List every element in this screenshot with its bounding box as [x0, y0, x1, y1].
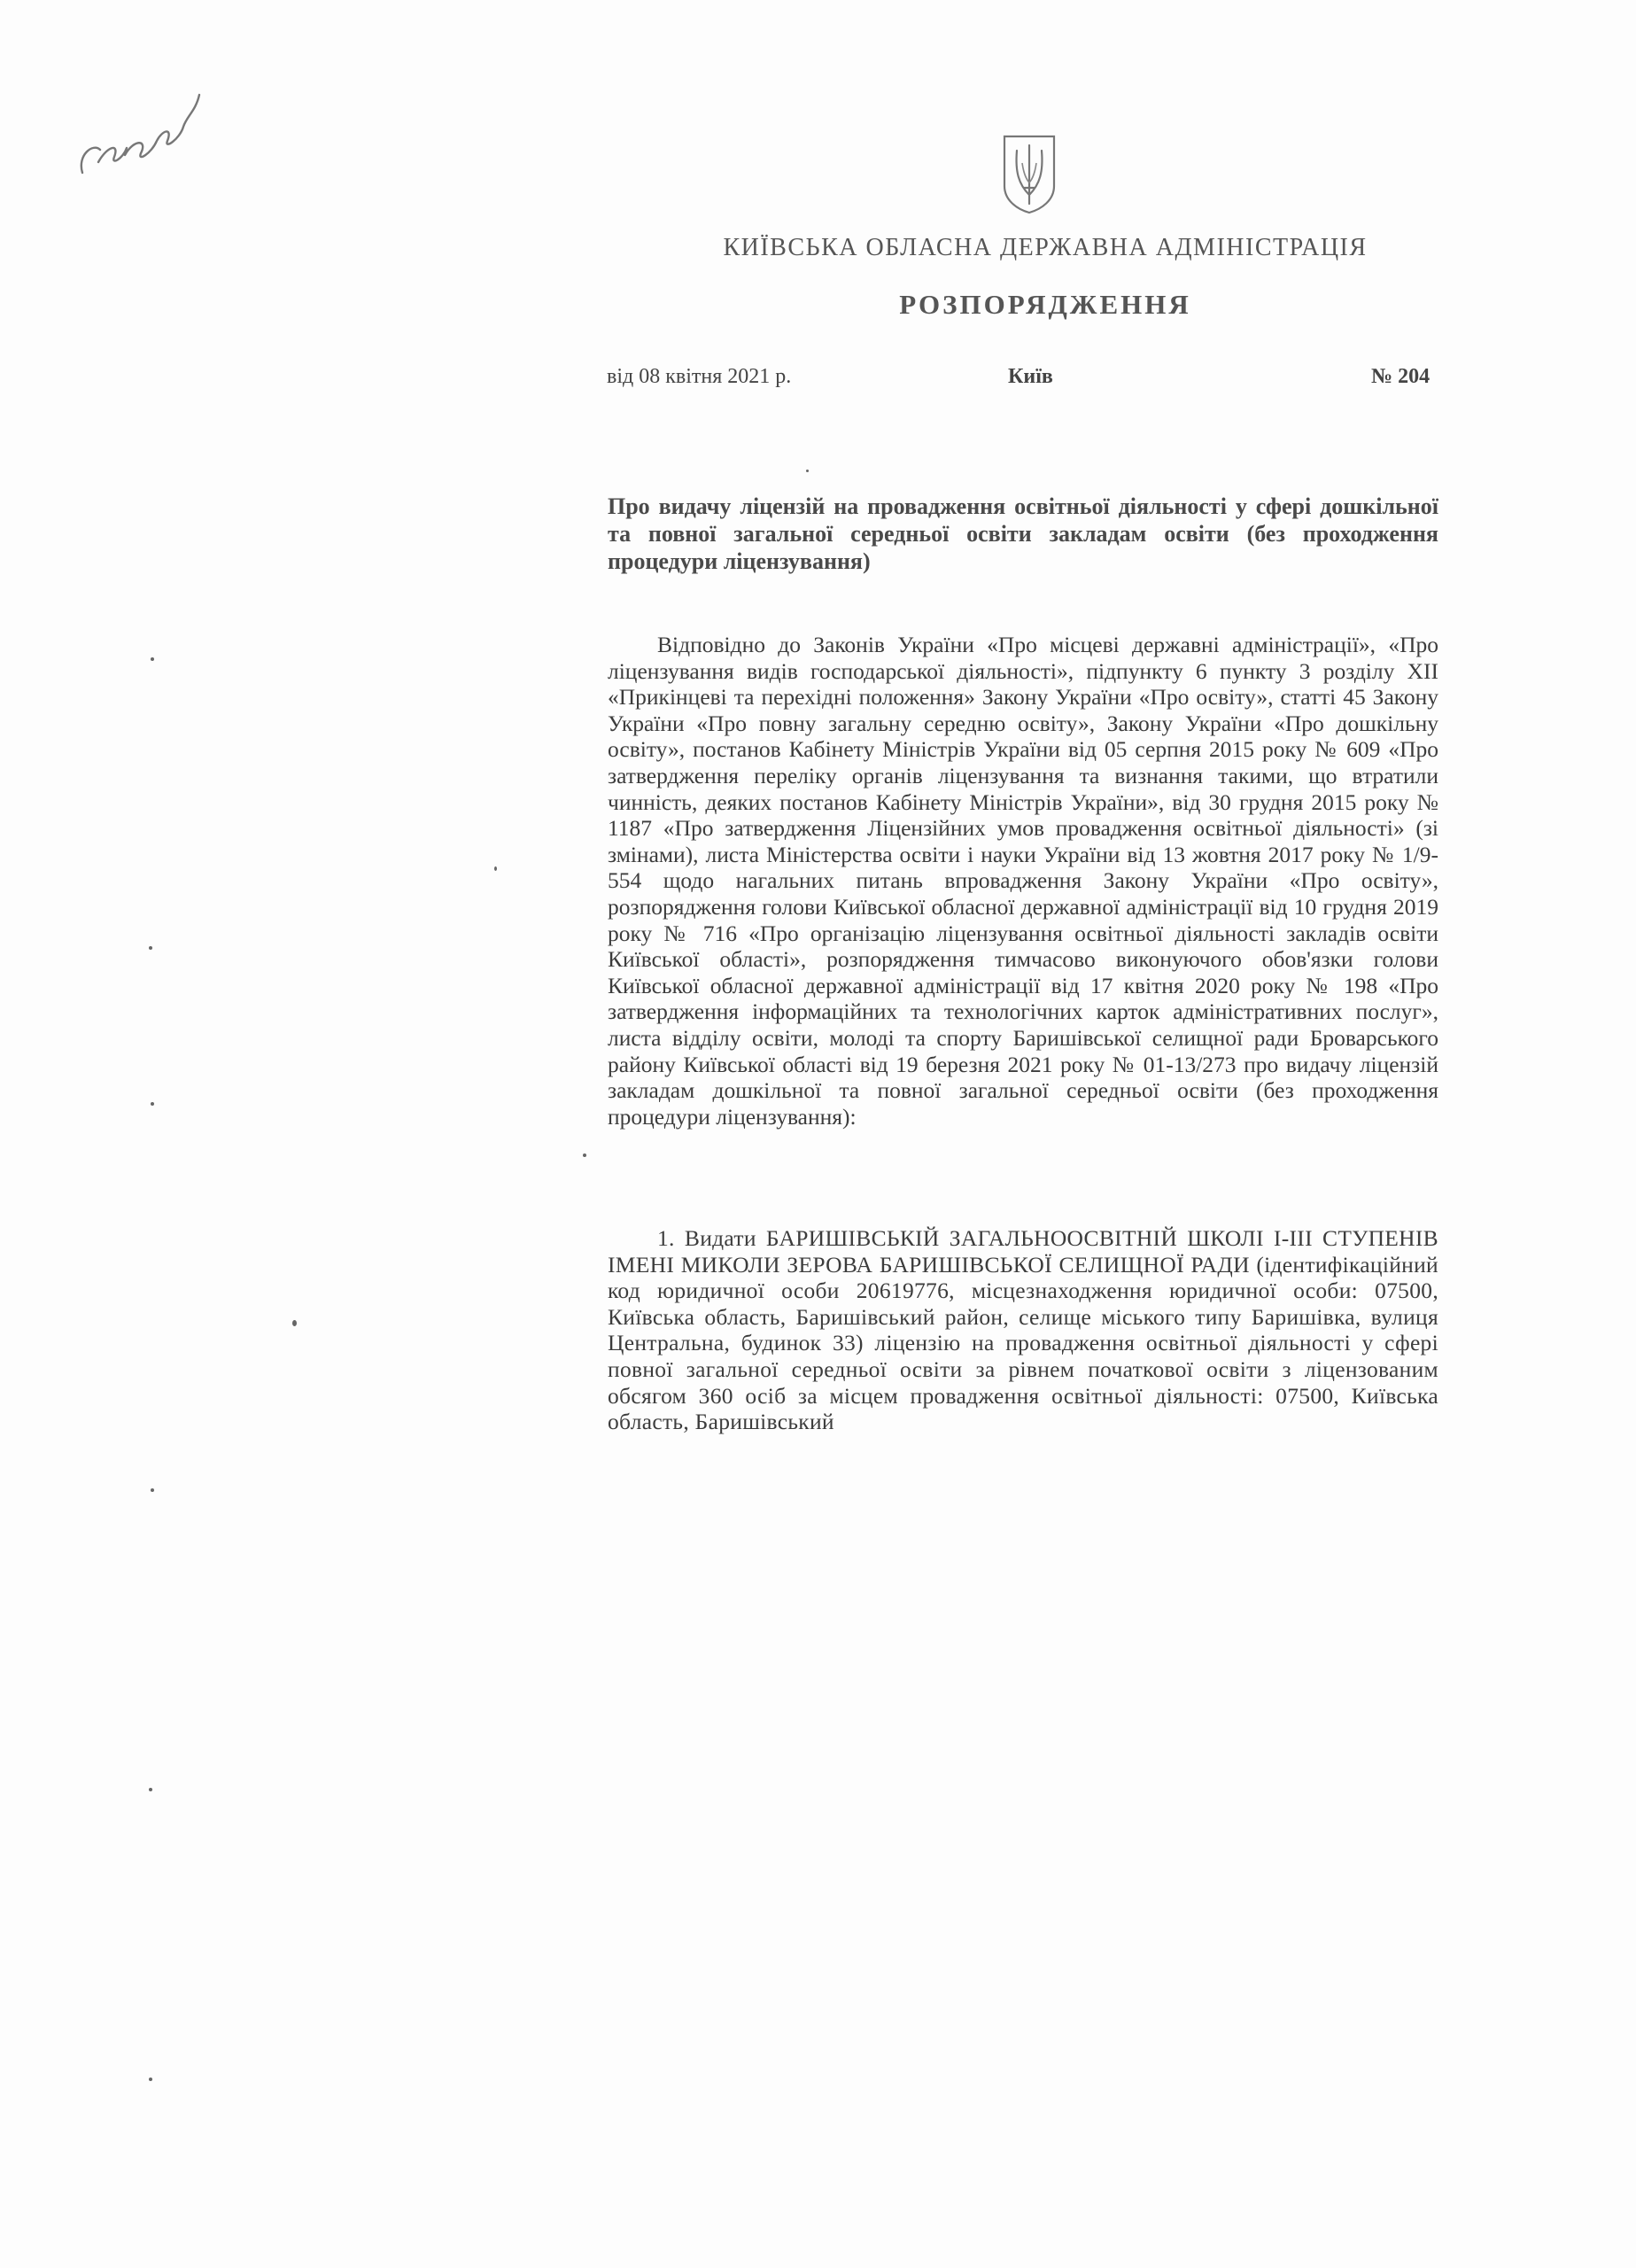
document-subject: Про видачу ліцензій на провадження освітньої діяльності у сфері дошкільної та повної загальної середньої освіти закладам освіти (без проходження процедури ліцензування)	[608, 493, 1438, 574]
scan-speck	[806, 470, 809, 472]
scan-speck	[149, 1788, 152, 1791]
scan-speck	[151, 1102, 154, 1106]
scan-speck	[583, 1153, 586, 1157]
scan-speck	[292, 1320, 297, 1326]
scan-speck	[151, 657, 154, 661]
document-type: РОЗПОРЯДЖЕННЯ	[899, 289, 1191, 320]
preamble-paragraph: Відповідно до Законів України «Про місцеві державні адміністрації», «Про ліцензування видів господарської діяльності», підпункту 6 пункту 3 розділу XII «Прикінцеві та перехідні положення» Закону України «Про освіту», статті 45 Закону України «Про повну загальну середню освіту», Закону України «Про дошкільну освіту», постанов Кабінету Міністрів України від 05 серпня 2015 року № 609 «Про затвердження переліку органів ліцензування та визнання такими, що втратили чинність, деяких постанов Кабінету Міністрів України», від 30 грудня 2015 року № 1187 «Про затвердження Ліцензійних умов провадження освітньої діяльності» (зі змінами), листа Міністерства освіти і науки України від 13 жовтня 2017 року № 1/9-554 щодо нагальних питань впровадження Закону України «Про освіту», розпорядження голови Київської обласної державної адміністрації від 10 грудня 2019 року № 716 «Про організацію ліцензування освітньої діяльності закладів освіти Київської області», розпорядження тимчасово виконуючого обов'язки голови Київської обласної державної адміністрації від 17 квітня 2020 року № 198 «Про затвердження інформаційних та технологічних карток адміністративних послуг», листа відділу освіти, молоді та спорту Баришівської селищної ради Броварського району Київської області від 19 березня 2021 року № 01-13/273 про видачу ліцензій закладам дошкільної та повної загальної середньої освіти (без проходження процедури ліцензування):	[608, 632, 1438, 1130]
document-city: Київ	[1008, 365, 1053, 388]
item-1-paragraph: 1. Видати БАРИШІВСЬКІЙ ЗАГАЛЬНООСВІТНІЙ ШКОЛІ І-ІІІ СТУПЕНІВ ІМЕНІ МИКОЛИ ЗЕРОВА БАРИШІВСЬКОЇ СЕЛИЩНОЇ РАДИ (ідентифікаційний код юридичної особи 20619776, місцезнаходження юридичної особи: 07500, Київська область, Баришівський район, селище міського типу Баришівка, вулиця Центральна, будинок 33) ліцензію на провадження освітньої діяльності у сфері повної загальної середньої освіти за рівнем початкової освіти з ліцензованим обсягом 360 осіб за місцем провадження освітньої діяльності: 07500, Київська область, Баришівський	[608, 1225, 1438, 1435]
scan-speck	[149, 946, 152, 950]
scan-speck	[494, 866, 497, 871]
scan-speck	[151, 1488, 154, 1492]
document-number: № 204	[1371, 365, 1431, 388]
document-date: від 08 квітня 2021 р.	[607, 365, 792, 388]
scan-speck	[149, 2078, 152, 2081]
trident-emblem-icon	[1001, 133, 1058, 214]
organization-name: КИЇВСЬКА ОБЛАСНА ДЕРЖАВНА АДМІНІСТРАЦІЯ	[723, 234, 1368, 261]
handwritten-note	[75, 84, 208, 182]
